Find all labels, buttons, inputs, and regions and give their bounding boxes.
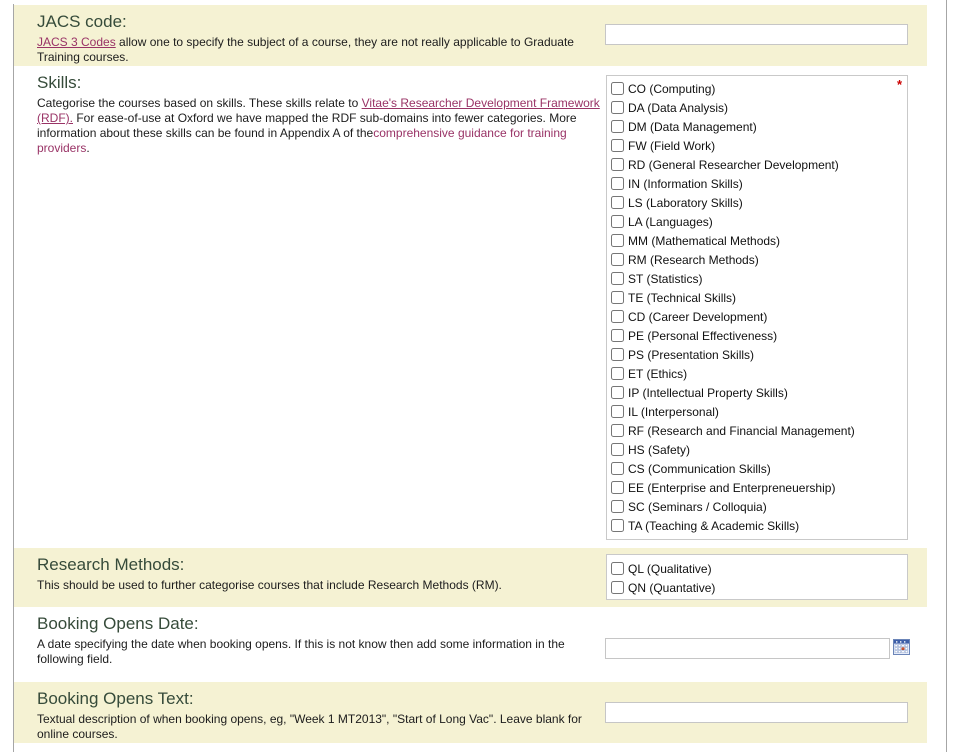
skill-checkbox-label: RM (Research Methods) [628,252,759,267]
skill-checkbox-label: DM (Data Management) [628,119,757,134]
skill-checkbox[interactable] [611,139,624,152]
skill-checkbox-label: RF (Research and Financial Management) [628,423,855,438]
skill-checkbox-label: IL (Interpersonal) [628,404,719,419]
skill-checkbox[interactable] [611,158,624,171]
research-method-checkbox[interactable] [611,581,624,594]
skill-checkbox-label: ET (Ethics) [628,366,688,381]
skill-option-row[interactable] [611,155,907,174]
skill-checkbox[interactable] [611,82,624,95]
skill-checkbox-label: TA (Teaching & Academic Skills) [628,518,800,533]
research-method-checkbox-label: QN (Quantative) [628,580,716,595]
skill-option-row[interactable] [611,478,907,497]
calendar-picker-button[interactable] [893,639,910,655]
skill-checkbox-label: MM (Mathematical Methods) [628,233,781,248]
skill-checkbox-label: SC (Seminars / Colloquia) [628,499,767,514]
skill-option-row[interactable] [611,231,907,250]
skill-option-row[interactable] [611,440,907,459]
skill-option-row[interactable] [611,345,907,364]
booking-opens-text-heading: Booking Opens Text: [37,689,194,708]
calendar-icon [893,643,910,658]
form-right-border [946,0,947,752]
research-method-option-row[interactable] [611,559,907,578]
skill-option-row[interactable] [611,269,907,288]
booking-opens-date-description: A date specifying the date when booking opens. If this is not know then add some information in the following field. [37,637,565,666]
skills-heading: Skills: [37,73,82,92]
section-research-methods [14,548,927,607]
skill-option-row[interactable] [611,117,907,136]
jacs-3-codes-link[interactable]: JACS 3 Codes [37,35,116,49]
research-methods-heading: Research Methods: [37,555,185,574]
skill-option-row[interactable] [611,136,907,155]
skill-checkbox[interactable] [611,215,624,228]
vitae-rdf-link[interactable]: Vitae's Researcher Development Framework (RDF). [37,96,600,125]
skill-checkbox[interactable] [611,386,624,399]
skill-checkbox[interactable] [611,120,624,133]
skill-option-row[interactable] [611,98,907,117]
skill-option-row[interactable] [611,250,907,269]
skill-checkbox-label: CS (Communication Skills) [628,461,771,476]
skill-checkbox-label: IP (Intellectual Property Skills) [628,385,788,400]
skill-checkbox-label: CO (Computing) [628,81,716,96]
skill-option-row[interactable] [611,421,907,440]
booking-opens-date-heading: Booking Opens Date: [37,614,199,633]
skill-checkbox-label: EE (Enterprise and Enterpreneuership) [628,480,836,495]
skill-checkbox[interactable] [611,196,624,209]
research-method-checkbox[interactable] [611,562,624,575]
skill-option-row[interactable] [611,193,907,212]
skill-checkbox[interactable] [611,253,624,266]
jacs-code-heading: JACS code: [37,12,127,31]
guidance-link[interactable]: comprehensive guidance for training providers [37,126,567,155]
skill-checkbox[interactable] [611,234,624,247]
section-booking-opens-date [14,607,927,682]
section-booking-opens-text [14,682,927,743]
required-asterisk: * [896,77,902,92]
jacs-code-description [37,35,604,65]
booking-opens-text-input[interactable] [605,702,908,723]
skill-checkbox[interactable] [611,424,624,437]
skill-option-row[interactable] [611,212,907,231]
skill-checkbox-label: PS (Presentation Skills) [628,347,755,362]
skill-checkbox-label: RD (General Researcher Development) [628,157,839,172]
skill-option-row[interactable] [611,174,907,193]
skill-checkbox-label: ST (Statistics) [628,271,703,286]
skill-checkbox[interactable] [611,462,624,475]
skill-option-row[interactable] [611,459,907,478]
skill-checkbox[interactable] [611,329,624,342]
skill-option-row[interactable] [611,288,907,307]
skill-checkbox[interactable] [611,519,624,532]
form-content [14,5,927,743]
skill-checkbox[interactable] [611,310,624,323]
research-methods-description: This should be used to further categorise courses that include Research Methods (RM). [37,578,502,592]
section-skills [14,66,927,548]
skill-checkbox[interactable] [611,481,624,494]
skill-option-row[interactable] [611,402,907,421]
skill-checkbox-label: CD (Career Development) [628,309,768,324]
skill-checkbox[interactable] [611,272,624,285]
skill-checkbox[interactable] [611,500,624,513]
booking-opens-date-input[interactable] [605,638,890,659]
skill-checkbox[interactable] [611,291,624,304]
research-method-checkbox-label: QL (Qualitative) [628,561,712,576]
skill-checkbox-label: LS (Laboratory Skills) [628,195,743,210]
skills-description-text-2: For ease-of-use at Oxford we have mapped the RDF sub-domains into fewer categories. More information about these skills can be found in Appendix A of the [37,111,577,140]
research-method-option-row[interactable] [611,578,907,597]
skill-checkbox-label: PE (Personal Effectiveness) [628,328,778,343]
jacs-description-text: allow one to specify the subject of a course, they are not really applicable to Graduate Training courses. [37,35,574,64]
skill-option-row[interactable] [611,497,907,516]
skill-option-row[interactable] [611,79,907,98]
skill-checkbox[interactable] [611,405,624,418]
research-methods-checkbox-list [606,554,908,600]
skill-checkbox-label: FW (Field Work) [628,138,716,153]
section-jacs-code [14,5,927,66]
skill-option-row[interactable] [611,307,907,326]
skill-checkbox-label: HS (Safety) [628,442,691,457]
skills-description-text-1: Categorise the courses based on skills. These skills relate to [37,96,362,110]
skill-checkbox-label: TE (Technical Skills) [628,290,737,305]
skill-checkbox[interactable] [611,101,624,114]
skill-option-row[interactable] [611,364,907,383]
skill-checkbox[interactable] [611,177,624,190]
skill-checkbox-label: DA (Data Analysis) [628,100,729,115]
skill-checkbox[interactable] [611,367,624,380]
skill-option-row[interactable] [611,383,907,402]
skill-option-row[interactable] [611,326,907,345]
skills-description [37,96,604,156]
booking-opens-text-description: Textual description of when booking opens, eg, "Week 1 MT2013", "Start of Long Vac". Leave blank for online courses. [37,712,582,741]
skill-option-row[interactable] [611,516,907,535]
skill-checkbox-label: LA (Languages) [628,214,713,229]
skills-description-text-3: . [86,141,90,155]
skill-checkbox-label: IN (Information Skills) [628,176,743,191]
skill-checkbox[interactable] [611,348,624,361]
jacs-code-input[interactable] [605,24,908,45]
skill-checkbox[interactable] [611,443,624,456]
skills-checkbox-list [606,75,908,540]
